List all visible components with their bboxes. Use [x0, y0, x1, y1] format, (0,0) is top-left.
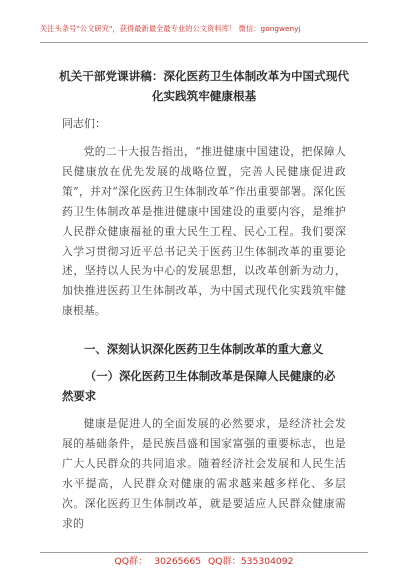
section-heading: 一、深刻认识深化医药卫生体制改革的重大意义 — [84, 342, 324, 356]
body-paragraph: 健康是促进人的全面发展的必然要求，是经济社会发展的基础条件，是民族昌盛和国家富强的重要标志，也是广大人民群众的共同追求。随着经济社会发展和人民生活水平提高，人民群众对健康的需求越来越多样化、多层次。深化医药卫生体制改革，就是要适应人民群众健康需求的 — [62, 417, 346, 530]
subsection-heading: （一）深化医药卫生体制改革是保障人民健康的必然要求 — [62, 369, 336, 403]
document-title: 机关干部党课讲稿：深化医药卫生体制改革为中国式现代化实践筑牢健康根基 — [59, 69, 349, 103]
body-paragraph: 党的二十大报告指出，“推进健康中国建设，把保障人民健康放在优先发展的战略位置，完善人民健康促进政策”，并对“深化医药卫生体制改革”作出重要部署。深化医药卫生体制改革是推进健康中国建设的重要内容，是维护人民群众健康福祉的重大民生工程、民心工程。我们要深入学习贯彻习近平总书记关于医药卫生体制改革的重要论述，坚持以人民为中心的发展思想，以改革创新为动力，加快推进医药卫生体制改革，为中国式现代化实践筑牢健康根基。 — [62, 145, 346, 318]
footer-divider — [40, 552, 368, 553]
header-promo-note: 关注头条号"公文研究"，获得最新最全最专业的公文资料库！ 微信：gongwenyj — [40, 24, 301, 33]
header-divider — [40, 42, 368, 43]
footer-qq-note: QQ群： 30265665 QQ群：535304092 — [114, 556, 294, 567]
salutation: 同志们： — [62, 117, 106, 130]
